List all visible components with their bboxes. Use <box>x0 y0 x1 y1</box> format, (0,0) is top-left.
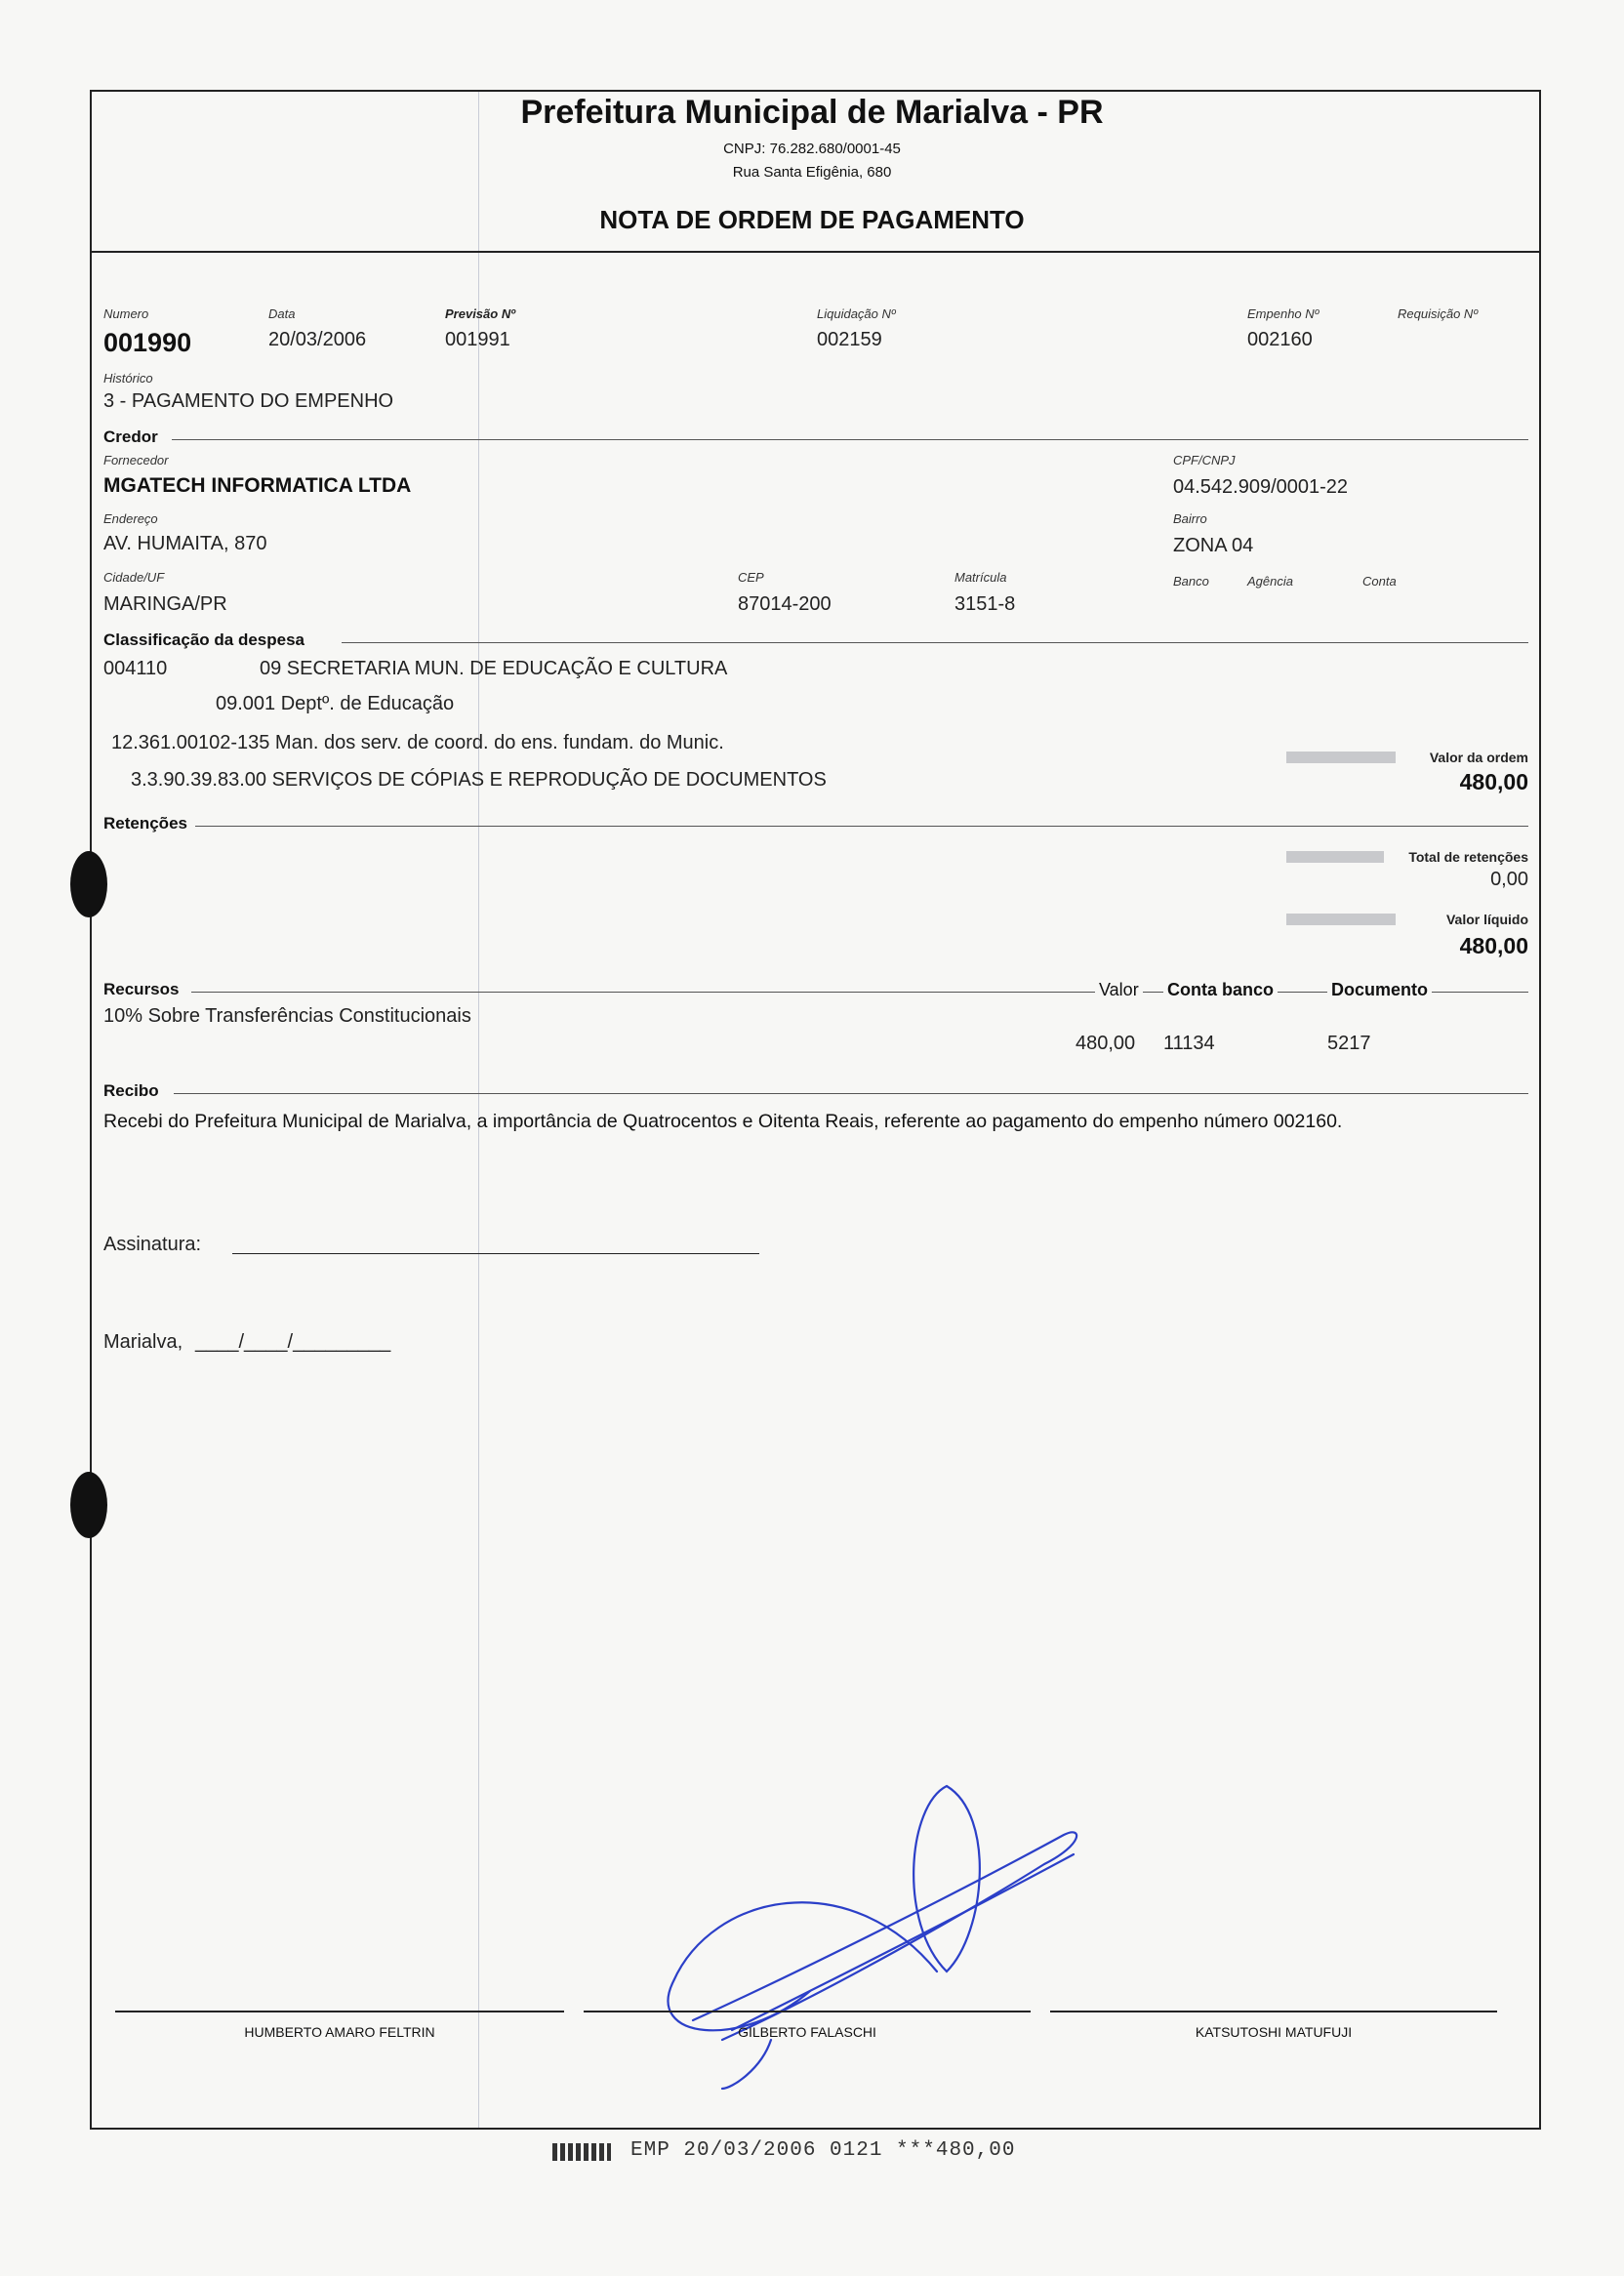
handwritten-signature <box>654 1747 1103 2118</box>
recursos-valor-header: Valor <box>1095 980 1143 1000</box>
liquidacao-value: 002159 <box>817 329 882 350</box>
classificacao-section-title: Classificação da despesa <box>103 630 305 649</box>
empenho-label: Empenho Nº <box>1247 306 1320 321</box>
classificacao-code: 004110 <box>103 658 168 679</box>
valor-liquido-value: 480,00 <box>1459 933 1528 958</box>
recursos-documento: 5217 <box>1327 1033 1371 1054</box>
retencoes-section-title: Retenções <box>103 814 187 833</box>
assinatura-line <box>232 1253 759 1254</box>
recibo-section-title: Recibo <box>103 1081 159 1100</box>
previsao-value: 001991 <box>445 329 510 350</box>
classificacao-elemento: 3.3.90.39.83.00 SERVIÇOS DE CÓPIAS E REPRODUÇÃO DE DOCUMENTOS <box>131 769 827 791</box>
requisicao-label: Requisição Nº <box>1398 306 1479 321</box>
valor-ordem-shade <box>1286 752 1396 763</box>
signature-line-left <box>115 2011 564 2012</box>
recursos-conta: 11134 <box>1163 1033 1215 1054</box>
endereco-value: AV. HUMAITA, 870 <box>103 533 267 554</box>
liquidacao-label: Liquidação Nº <box>817 306 896 321</box>
bairro-value: ZONA 04 <box>1173 535 1254 556</box>
data-value: 20/03/2006 <box>268 329 367 350</box>
recibo-divider <box>174 1093 1528 1094</box>
recursos-section-title: Recursos <box>103 980 180 998</box>
cpf-value: 04.542.909/0001-22 <box>1173 476 1349 498</box>
payment-stamp: EMP 20/03/2006 0121 ***480,00 <box>630 2139 1016 2162</box>
conta-label: Conta <box>1362 574 1397 589</box>
numero-label: Numero <box>103 306 149 321</box>
bairro-label: Bairro <box>1173 511 1207 526</box>
recursos-conta-header: Conta banco <box>1163 980 1278 1000</box>
empenho-value: 002160 <box>1247 329 1313 350</box>
recursos-descricao: 10% Sobre Transferências Constitucionais <box>103 1005 471 1027</box>
assinatura-label: Assinatura: <box>103 1234 202 1255</box>
total-retencoes-value: 0,00 <box>1490 869 1528 890</box>
signature-line-center <box>584 2011 1031 2012</box>
signature-line-right <box>1050 2011 1497 2012</box>
data-label: Data <box>268 306 296 321</box>
classificacao-divider <box>342 642 1528 643</box>
historico-value: 3 - PAGAMENTO DO EMPENHO <box>103 390 394 412</box>
cidade-label: Cidade/UF <box>103 570 165 585</box>
recursos-valor: 480,00 <box>1076 1033 1136 1054</box>
scan-guide-line <box>478 92 479 2128</box>
matricula-label: Matrícula <box>954 570 1007 585</box>
document-title: Prefeitura Municipal de Marialva - PR <box>520 94 1104 131</box>
agencia-label: Agência <box>1247 574 1293 589</box>
cpf-label: CPF/CNPJ <box>1173 453 1236 467</box>
matricula-value: 3151-8 <box>954 593 1016 615</box>
valor-ordem-label: Valor da ordem <box>1429 750 1528 765</box>
recursos-documento-header: Documento <box>1327 980 1432 1000</box>
stamp-mark-icon <box>552 2143 611 2161</box>
signature-name-left: HUMBERTO AMARO FELTRIN <box>244 2024 435 2040</box>
numero-value: 001990 <box>103 328 192 357</box>
valor-liquido-label: Valor líquido <box>1445 912 1528 927</box>
fornecedor-value: MGATECH INFORMATICA LTDA <box>103 474 412 497</box>
recibo-text: Recebi do Prefeitura Municipal de Marialva, a importância de Quatrocentos e Oitenta Reais, referente ao pagamento do empenho número 002160. <box>103 1111 1343 1132</box>
cidade-value: MARINGA/PR <box>103 593 227 615</box>
retencoes-divider <box>195 826 1528 827</box>
local-data-label: Marialva, <box>103 1331 183 1353</box>
credor-section-title: Credor <box>103 427 158 446</box>
total-retencoes-label: Total de retenções <box>1408 849 1528 865</box>
binder-hole-top <box>70 851 107 917</box>
cep-value: 87014-200 <box>738 593 832 615</box>
binder-hole-bottom <box>70 1472 107 1538</box>
credor-divider <box>172 439 1528 440</box>
cep-label: CEP <box>738 570 764 585</box>
doc-type-title: NOTA DE ORDEM DE PAGAMENTO <box>599 205 1025 234</box>
local-data-blanks: ____/____/_________ <box>195 1331 391 1353</box>
previsao-label: Previsão Nº <box>445 306 515 321</box>
endereco-label: Endereço <box>103 511 158 526</box>
total-retencoes-shade <box>1286 851 1384 863</box>
classificacao-funcional: 12.361.00102-135 Man. dos serv. de coord. do ens. fundam. do Munic. <box>111 732 724 753</box>
banco-label: Banco <box>1173 574 1209 589</box>
classificacao-departamento: 09.001 Deptº. de Educação <box>216 693 455 714</box>
valor-liquido-shade <box>1286 914 1396 925</box>
valor-ordem-value: 480,00 <box>1459 769 1528 794</box>
cnpj-line: CNPJ: 76.282.680/0001-45 <box>723 141 901 157</box>
signature-name-right: KATSUTOSHI MATUFUJI <box>1195 2024 1353 2040</box>
historico-label: Histórico <box>103 371 153 386</box>
header-divider <box>90 251 1541 253</box>
fornecedor-label: Fornecedor <box>103 453 169 467</box>
classificacao-secretaria: 09 SECRETARIA MUN. DE EDUCAÇÃO E CULTURA <box>260 658 728 679</box>
signature-name-center: GILBERTO FALASCHI <box>738 2024 876 2040</box>
address-line: Rua Santa Efigênia, 680 <box>732 164 892 181</box>
